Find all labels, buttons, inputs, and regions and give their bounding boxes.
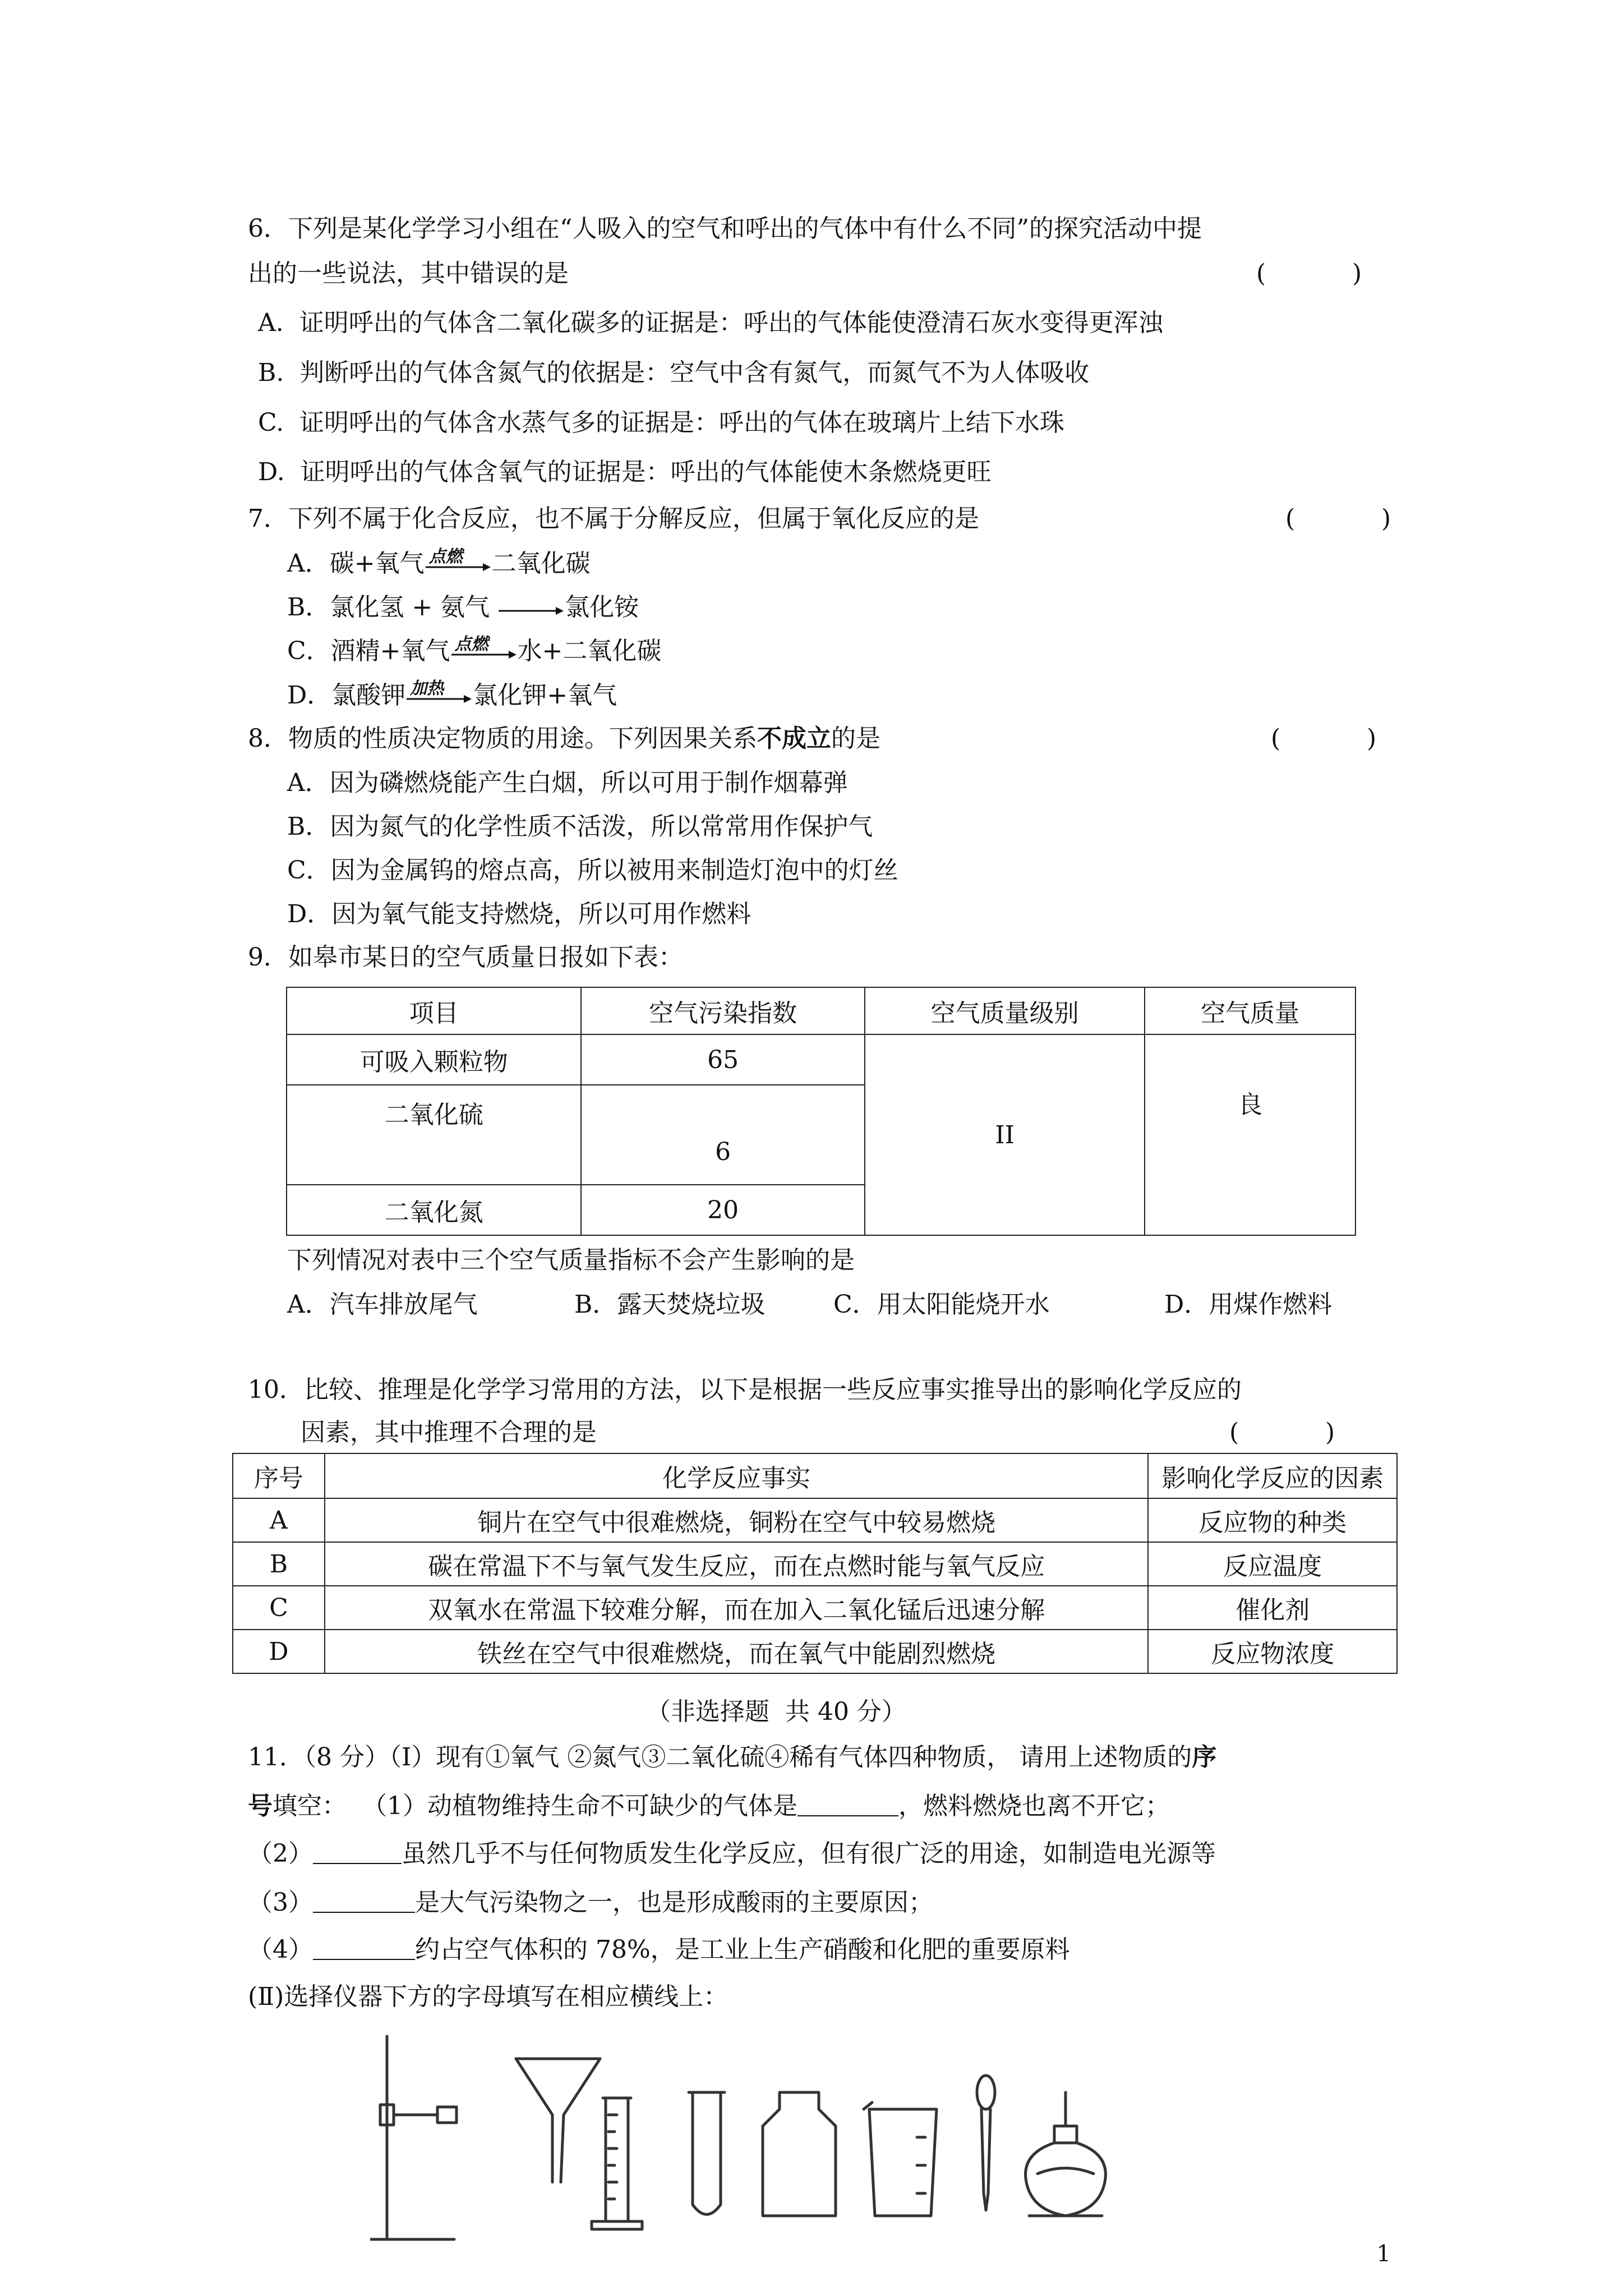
q6-stem-line2: 出的一些说法，其中错误的是 (248, 259, 569, 288)
q6-option-c: C. 证明呼出的气体含水蒸气多的证据是：呼出的气体在玻璃片上结下水珠 (258, 408, 1065, 437)
alcohol-lamp-icon (1026, 2092, 1106, 2216)
header-level: 空气质量级别 (865, 987, 1145, 1034)
q7-option-a (287, 547, 591, 581)
dropper-icon (977, 2076, 995, 2210)
arrow-icon (425, 562, 492, 573)
header-factor: 影响化学反应的因素 (1148, 1453, 1397, 1498)
q7-d-reactants: D．氯酸钾 (287, 681, 406, 710)
table-row (287, 1034, 1355, 1085)
cell-factor: 反应温度 (1148, 1542, 1397, 1586)
q7-option-b (287, 591, 639, 624)
answer-blank-1[interactable] (797, 1789, 898, 1816)
answer-blank-3[interactable] (313, 1886, 415, 1913)
q7-b-reactants: B．氯化氢 + 氨气 (287, 593, 490, 622)
header-number: 序号 (233, 1453, 325, 1498)
q9-option-a: A．汽车排放尾气 (287, 1290, 478, 1319)
answer-blank-4[interactable] (313, 1933, 415, 1960)
q6-option-b: B. 判断呼出的气体含氮气的依据是：空气中含有氮气，而氮气不为人体吸收 (258, 358, 1090, 387)
header-quality: 空气质量 (1145, 987, 1355, 1034)
q11-item4-num: （4） (248, 1935, 313, 1964)
q8-option-d: D．因为氧气能支持燃烧，所以可用作燃料 (287, 900, 751, 928)
q8-option-a: A．因为磷燃烧能产生白烟，所以可用于制作烟幕弹 (287, 769, 848, 797)
q11-line2 (248, 1789, 1170, 1823)
header-fact: 化学反应事实 (325, 1453, 1149, 1498)
q7-a-products: 二氧化碳 (491, 549, 591, 578)
reaction-condition: 点燃 (454, 634, 488, 654)
q7-b-products: 氯化铵 (565, 593, 639, 622)
q6-option-d: D. 证明呼出的气体含氧气的证据是：呼出的气体能使木条燃烧更旺 (258, 458, 992, 486)
cell-factor: 反应物的种类 (1148, 1498, 1397, 1542)
cell-number: C (233, 1586, 325, 1630)
iron-stand-icon (370, 2036, 457, 2239)
q8-stem (248, 722, 880, 756)
cell-fact: 碳在常温下不与氧气发生反应，而在点燃时能与氧气反应 (325, 1542, 1149, 1586)
q7-c-products: 水+二氧化碳 (517, 637, 662, 665)
table-row (233, 1586, 1397, 1630)
cell-level: II (865, 1034, 1145, 1235)
page-number: 1 (1376, 2241, 1391, 2267)
cell-number: B (233, 1542, 325, 1586)
q7-a-reactants: A．碳+氧气 (287, 549, 425, 578)
q8-option-c: C．因为金属钨的熔点高，所以被用来制造灯泡中的灯丝 (287, 856, 898, 885)
reaction-condition: 加热 (410, 679, 444, 698)
q7-c-reactants: C．酒精+氧气 (287, 637, 450, 665)
q6-option-a: A. 证明呼出的气体含二氧化碳多的证据是：呼出的气体能使澄清石灰水变得更浑浊 (258, 309, 1163, 337)
q8-answer-paren: ( ) (1271, 724, 1377, 753)
arrow-icon (497, 605, 565, 616)
q11-item3-text: 是大气污染物之一，也是形成酸雨的主要原因； (415, 1888, 933, 1917)
q11-part2: (Ⅱ)选择仪器下方的字母填写在相应横线上： (248, 1982, 728, 2011)
cell-index: 20 (581, 1185, 864, 1235)
q9-option-b: B．露天焚烧垃圾 (574, 1290, 766, 1319)
q8-stem-end: 的是 (831, 724, 880, 753)
cell-item: 二氧化氮 (287, 1185, 581, 1235)
cell-fact: 铜片在空气中很难燃烧，铜粉在空气中较易燃烧 (325, 1498, 1149, 1542)
q8-option-b: B．因为氮气的化学性质不活泼，所以常常用作保护气 (287, 812, 873, 841)
reaction-arrow (450, 634, 518, 668)
cell-index: 6 (581, 1085, 864, 1185)
q6-answer-paren: ( ) (1256, 259, 1362, 288)
graduated-cylinder-icon (592, 2098, 642, 2229)
q11-emphasis-1: 序 (1192, 1743, 1217, 1772)
q7-d-products: 氯化钾+氧气 (473, 681, 617, 710)
q11-line4 (248, 1886, 933, 1920)
q8-stem-emphasis: 不成立 (757, 724, 831, 753)
header-item: 项目 (287, 987, 581, 1034)
q11-item1-tail: ，燃料燃烧也离不开它； (898, 1792, 1170, 1820)
q11-item2-num: （2） (248, 1839, 313, 1868)
q11-item2-text: 虽然几乎不与任何物质发生化学反应，但有很广泛的用途，如制造电光源等 (402, 1839, 1216, 1868)
test-tube-icon (689, 2092, 725, 2215)
q11-line3 (248, 1837, 1216, 1871)
cell-fact: 铁丝在空气中很难燃烧，而在氧气中能剧烈燃烧 (325, 1630, 1149, 1673)
arrow-icon (405, 693, 473, 705)
table-row (233, 1542, 1397, 1586)
q7-option-c (287, 634, 661, 668)
q11-intro: 11．（8 分）（Ⅰ）现有①氧气 ②氮气③二氧化硫④稀有气体四种物质， 请用上述物质的 (248, 1743, 1192, 1772)
q11-line1 (248, 1741, 1216, 1774)
q6-stem-line1: 6．下列是某化学学习小组在“人吸入的空气和呼出的气体中有什么不同”的探究活动中提 (248, 214, 1202, 243)
cell-number: A (233, 1498, 325, 1542)
q11-item3-num: （3） (248, 1888, 313, 1917)
reaction-factor-table (232, 1453, 1398, 1674)
cell-fact: 双氧水在常温下较难分解，而在加入二氧化锰后迅速分解 (325, 1586, 1149, 1630)
header-index: 空气污染指数 (581, 987, 864, 1034)
cell-index: 65 (581, 1034, 864, 1085)
reaction-arrow (497, 591, 565, 624)
q7-stem: 7．下列不属于化合反应，也不属于分解反应，但属于氧化反应的是 (248, 504, 979, 533)
cell-item: 二氧化硫 (287, 1085, 581, 1185)
answer-blank-2[interactable] (313, 1837, 402, 1864)
q11-emphasis-2: 号 (248, 1792, 273, 1820)
beaker-icon (864, 2102, 937, 2216)
wide-mouth-bottle-icon (763, 2092, 836, 2216)
cell-quality: 良 (1145, 1034, 1355, 1235)
funnel-icon (516, 2059, 600, 2182)
q10-stem-line2: 因素，其中推理不合理的是 (301, 1418, 597, 1447)
q9-question: 下列情况对表中三个空气质量指标不会产生影响的是 (287, 1246, 855, 1274)
q11-line5 (248, 1933, 1070, 1967)
table-row (233, 1498, 1397, 1542)
arrow-icon (450, 649, 518, 660)
q8-stem-text: 8．物质的性质决定物质的用途。下列因果关系 (248, 724, 757, 753)
reaction-condition: 点燃 (428, 547, 463, 567)
q9-option-c: C．用太阳能烧开水 (833, 1290, 1050, 1319)
q11-item1-text: 填空： （1）动植物维持生命不可缺少的气体是 (273, 1792, 797, 1820)
section-heading: （非选择题 共 40 分） (646, 1697, 906, 1726)
air-quality-table (286, 987, 1356, 1236)
table-row (233, 1630, 1397, 1673)
reaction-arrow (405, 679, 473, 712)
cell-factor: 催化剂 (1148, 1586, 1397, 1630)
cell-item: 可吸入颗粒物 (287, 1034, 581, 1085)
cell-number: D (233, 1630, 325, 1673)
q7-option-d (287, 679, 617, 712)
q10-stem-line1: 10．比较、推理是化学学习常用的方法，以下是根据一些反应事实推导出的影响化学反应的 (248, 1375, 1242, 1404)
q9-stem: 9．如皋市某日的空气质量日报如下表： (248, 943, 683, 972)
reaction-arrow (425, 547, 492, 581)
q10-answer-paren: ( ) (1229, 1418, 1335, 1447)
q11-item4-text: 约占空气体积的 78%，是工业上生产硝酸和化肥的重要原料 (415, 1935, 1070, 1964)
q9-option-d: D．用煤作燃料 (1164, 1290, 1332, 1319)
cell-factor: 反应物浓度 (1148, 1630, 1397, 1673)
lab-instruments (370, 2031, 1144, 2255)
q7-answer-paren: ( ) (1285, 504, 1391, 533)
